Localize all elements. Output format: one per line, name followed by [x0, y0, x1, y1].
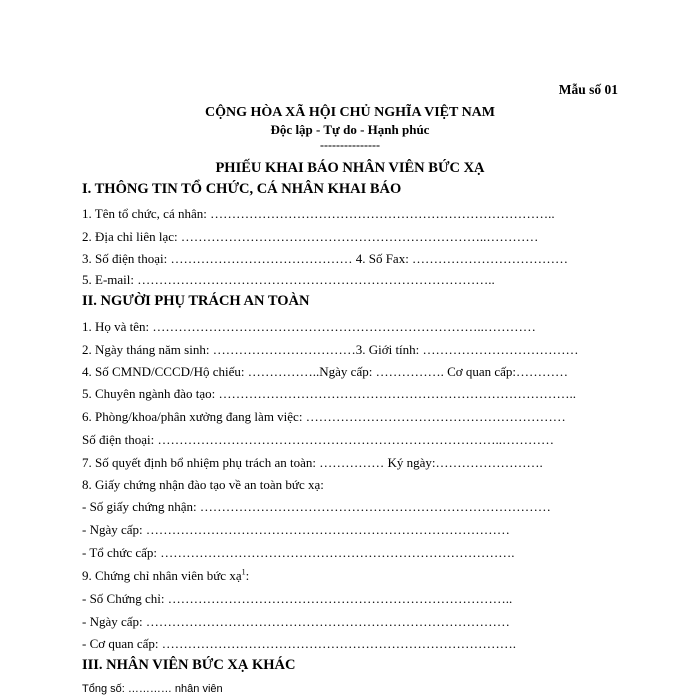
- field-phone-fax: 3. Số điện thoại: …………………………………… 4. Số Fax: ………………………………: [82, 251, 569, 266]
- field-email: 5. E-mail: ………………………………………………………………………..: [82, 272, 495, 287]
- field-staff-cert-colon: :: [245, 568, 250, 583]
- field-cert-date: - Ngày cấp: …………………………………………………………………………: [82, 522, 510, 537]
- section-2-heading: II. NGƯỜI PHỤ TRÁCH AN TOÀN: [82, 293, 310, 309]
- field-training-cert: 8. Giấy chứng nhận đào tạo về an toàn bức xạ:: [82, 477, 324, 492]
- document-title: PHIẾU KHAI BÁO NHÂN VIÊN BỨC XẠ: [215, 160, 485, 176]
- field-staff-cert-number: - Số Chứng chỉ: ……………………………………………………………………..: [82, 591, 513, 606]
- national-motto: Độc lập - Tự do - Hạnh phúc: [270, 122, 430, 137]
- field-appointment: 7. Số quyết định bổ nhiệm phụ trách an toàn: …………… Ký ngày:…………………….: [82, 455, 543, 470]
- section-3-heading: III. NHÂN VIÊN BỨC XẠ KHÁC: [82, 657, 296, 673]
- field-cert-number: - Số giấy chứng nhận: ………………………………………………………………………: [82, 499, 551, 514]
- field-address: 2. Địa chỉ liên lạc: ……………………………………………………………..…………: [82, 229, 539, 244]
- field-dob-gender: 2. Ngày tháng năm sinh: ……………………………3. Giới tính: ………………………………: [82, 342, 579, 357]
- field-total-staff: Tổng số: ………… nhân viên: [82, 683, 223, 695]
- field-cert-org: - Tổ chức cấp: ……………………………………………………………………….: [82, 545, 515, 560]
- field-org-name: 1. Tên tổ chức, cá nhân: ……………………………………………………………………..: [82, 206, 555, 221]
- footnote-marker: 1: [241, 567, 246, 577]
- form-number: Mẫu số 01: [558, 82, 618, 97]
- field-staff-cert-agency: - Cơ quan cấp: ……………………………………………………………………….: [82, 636, 517, 651]
- field-staff-cert-label: 9. Chứng chỉ nhân viên bức xạ: [82, 568, 242, 583]
- national-header: CỘNG HÒA XÃ HỘI CHỦ NGHĨA VIỆT NAM: [204, 105, 495, 120]
- field-staff-cert-date: - Ngày cấp: …………………………………………………………………………: [82, 614, 510, 629]
- field-staff-cert: [82, 568, 249, 584]
- field-department-phone: Số điện thoại: ……………………………………………………………………..…………: [82, 432, 554, 447]
- field-full-name: 1. Họ và tên: …………………………………………………………………..…………: [82, 319, 536, 334]
- field-major: 5. Chuyên ngành đào tạo: ………………………………………………………………………..: [82, 386, 576, 401]
- header-divider: ---------------: [320, 138, 380, 152]
- section-1-heading: I. THÔNG TIN TỔ CHỨC, CÁ NHÂN KHAI BÁO: [82, 181, 402, 197]
- field-department: 6. Phòng/khoa/phân xưởng đang làm việc: ……………………………………………………: [82, 409, 566, 424]
- field-id-card: 4. Số CMND/CCCD/Hộ chiếu: ……………..Ngày cấp: ……………. Cơ quan cấp:…………: [82, 364, 569, 379]
